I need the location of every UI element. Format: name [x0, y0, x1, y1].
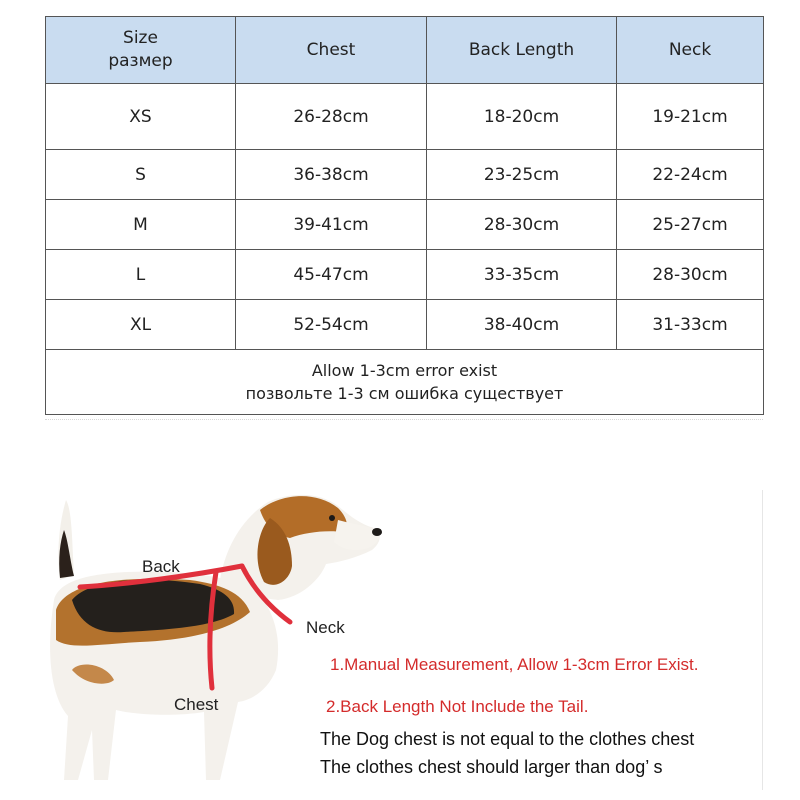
cell-size: S — [46, 150, 236, 200]
beagle-picture — [20, 480, 400, 800]
tolerance-note-en: Allow 1-3cm error exist — [311, 360, 498, 380]
header-back-length: Back Length — [427, 17, 617, 84]
table-row — [46, 150, 764, 200]
cell-neck: 25-27cm — [617, 200, 764, 250]
header-size — [46, 17, 236, 84]
header-size-ru: размер — [108, 51, 173, 71]
table-note-row — [46, 350, 764, 415]
cell-back-length: 18-20cm — [427, 84, 617, 150]
dog-measurement-illustration — [20, 480, 400, 800]
cell-neck: 28-30cm — [617, 250, 764, 300]
header-chest: Chest — [236, 17, 427, 84]
chest-note: The Dog chest is not equal to the clothes chest — [320, 729, 695, 749]
cell-back-length: 38-40cm — [427, 300, 617, 350]
table-row — [46, 250, 764, 300]
cell-back-length: 23-25cm — [427, 150, 617, 200]
divider — [45, 419, 763, 420]
measurement-note: 1.Manual Measurement, Allow 1-3cm Error Exist. — [330, 655, 699, 674]
dog-muzzle — [334, 520, 380, 550]
diagram-label-back: Back — [142, 557, 180, 576]
cell-size: L — [46, 250, 236, 300]
tolerance-note-ru: позвольте 1-3 см ошибка существует — [245, 384, 564, 403]
cell-chest: 36-38cm — [236, 150, 427, 200]
dog-eye — [329, 515, 335, 521]
tolerance-note — [46, 350, 764, 415]
dog-nose — [372, 528, 382, 536]
header-neck: Neck — [617, 17, 764, 84]
diagram-label-neck: Neck — [306, 618, 345, 637]
cell-chest: 52-54cm — [236, 300, 427, 350]
table-row — [46, 300, 764, 350]
cell-neck: 19-21cm — [617, 84, 764, 150]
cell-back-length: 33-35cm — [427, 250, 617, 300]
divider — [762, 490, 763, 790]
cell-chest: 39-41cm — [236, 200, 427, 250]
cell-back-length: 28-30cm — [427, 200, 617, 250]
cell-neck: 31-33cm — [617, 300, 764, 350]
size-chart-table — [45, 16, 764, 415]
table-header-row — [46, 17, 764, 84]
cell-size: M — [46, 200, 236, 250]
cell-neck: 22-24cm — [617, 150, 764, 200]
back-length-note: 2.Back Length Not Include the Tail. — [326, 697, 589, 716]
diagram-label-chest: Chest — [174, 695, 219, 714]
chest-advice-note: The clothes chest should larger than dog’ s — [320, 757, 663, 777]
cell-size: XL — [46, 300, 236, 350]
table-row — [46, 200, 764, 250]
cell-chest: 26-28cm — [236, 84, 427, 150]
table-row — [46, 84, 764, 150]
cell-size: XS — [46, 84, 236, 150]
cell-chest: 45-47cm — [236, 250, 427, 300]
header-size-en: Size — [123, 28, 158, 49]
